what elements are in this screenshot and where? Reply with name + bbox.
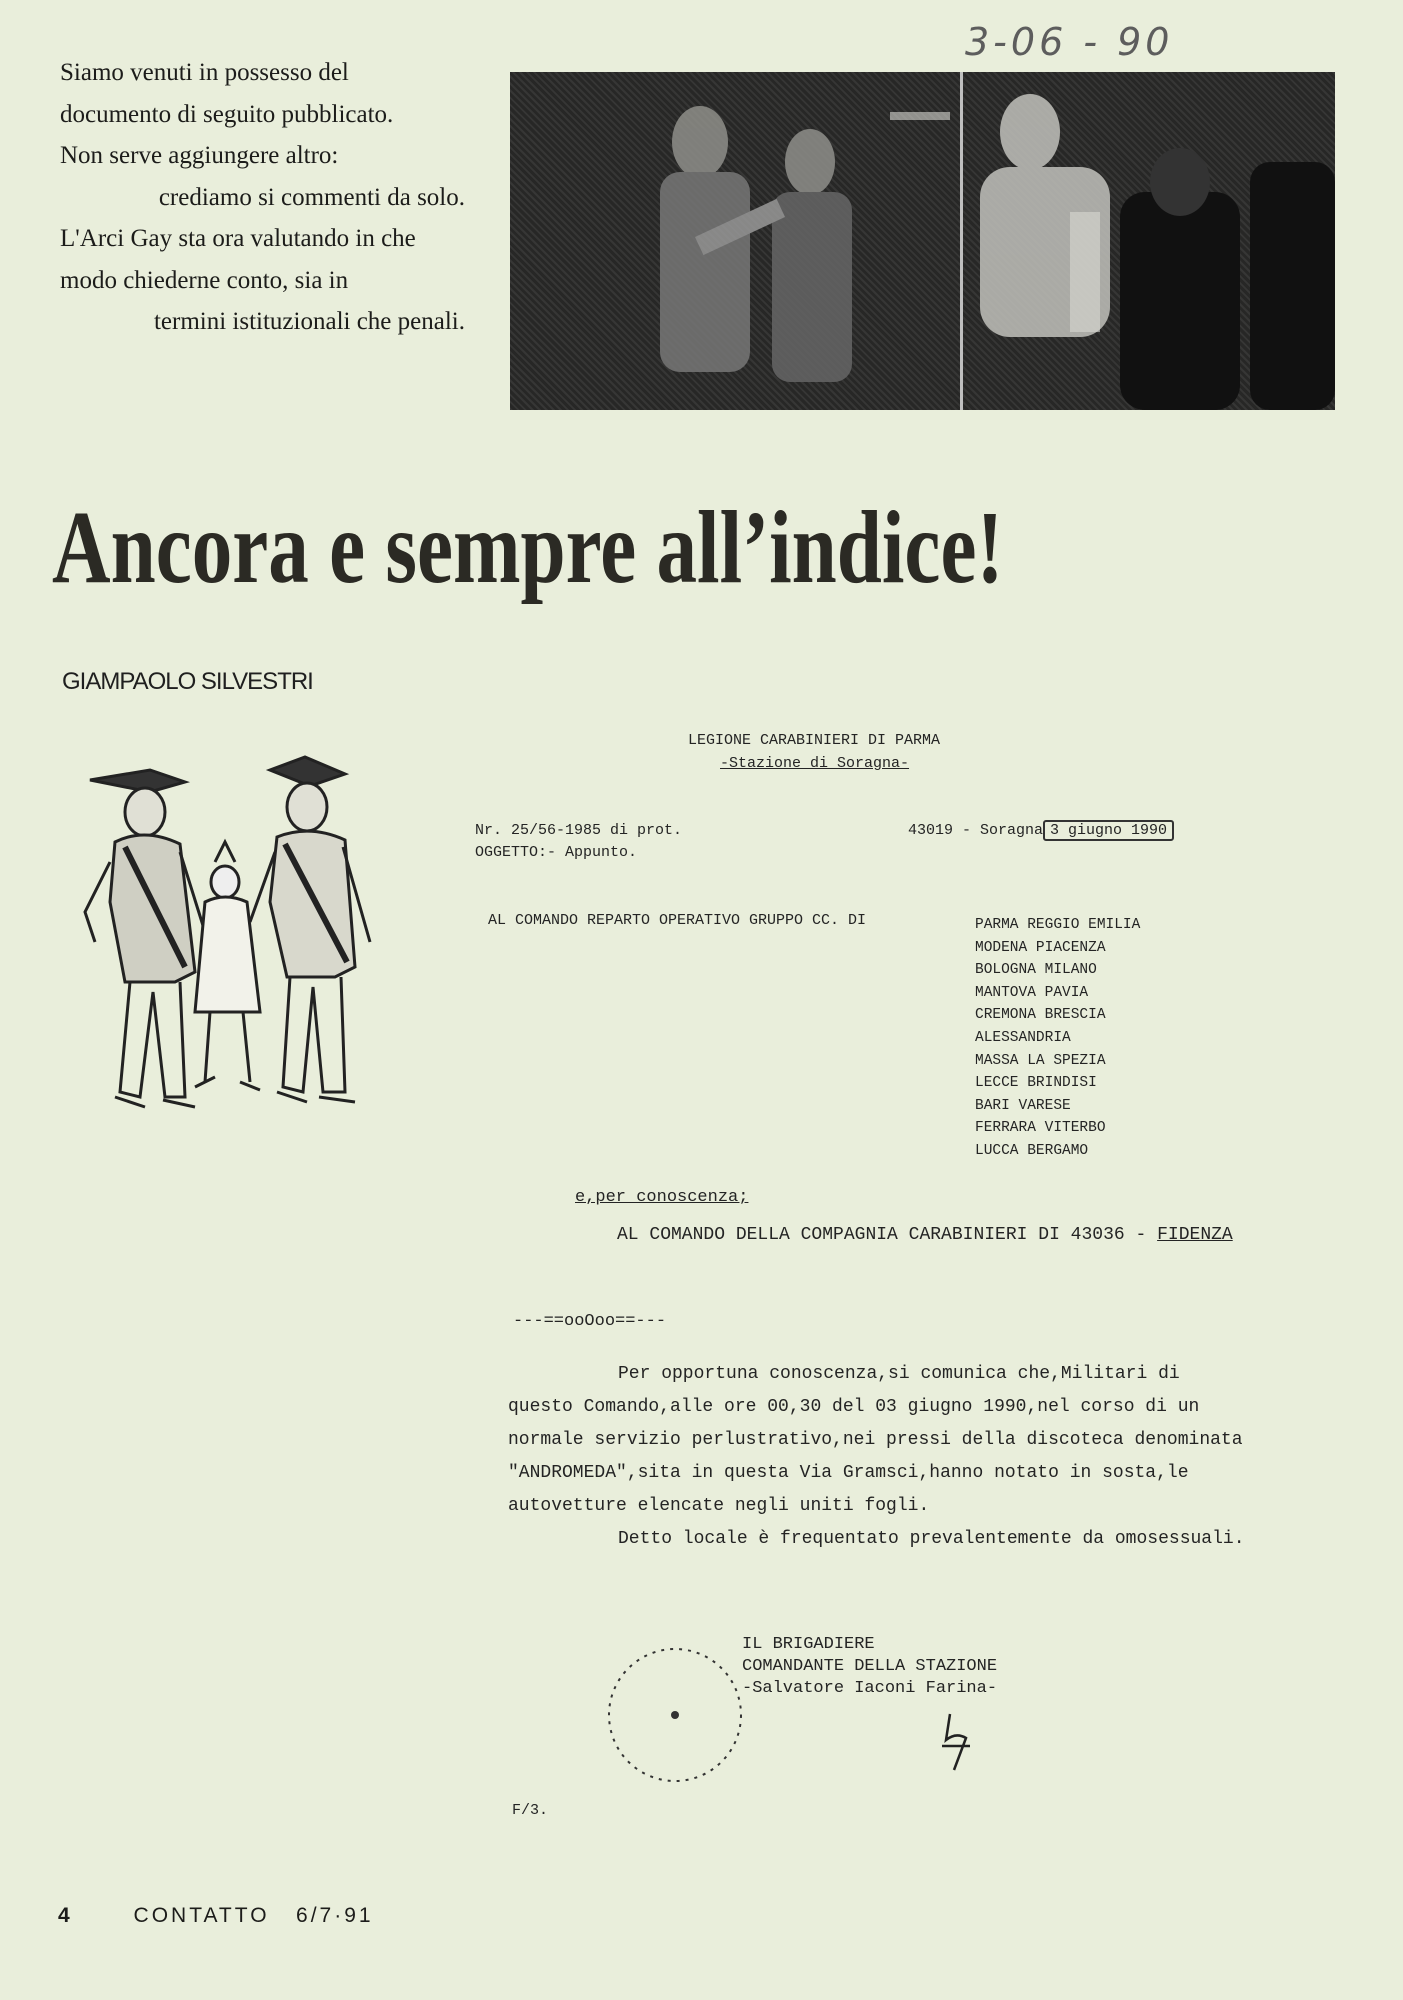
letter-body	[508, 1358, 1278, 1556]
body-line: Detto locale è frequentato prevalentemente da omosessuali.	[618, 1529, 1245, 1549]
list-item: CREMONA BRESCIA	[975, 1007, 1106, 1024]
intro-line: documento di seguito pubblicato.	[60, 100, 394, 128]
intro-line: L'Arci Gay sta ora valutando in che	[60, 225, 416, 252]
headline: Ancora e sempre all’indice!	[52, 490, 1004, 605]
list-item: BOLOGNA MILANO	[975, 962, 1097, 979]
letter-protocol: Nr. 25/56-1985 di prot.	[475, 822, 683, 839]
intro-line: modo chiederne conto, sia in	[60, 266, 349, 294]
official-stamp	[590, 1640, 760, 1790]
cc-recipient	[617, 1225, 1233, 1245]
signature-title: IL BRIGADIERE	[742, 1635, 875, 1654]
list-item: LECCE BRINDISI	[975, 1075, 1097, 1092]
letter-place-date	[908, 822, 1174, 839]
letter-place: 43019 - Soragna	[908, 822, 1044, 839]
intro-paragraph	[60, 52, 465, 343]
handwritten-date: 3-06 - 90	[965, 20, 1174, 64]
photo-divider	[960, 72, 963, 410]
handwritten-signature	[936, 1710, 976, 1774]
author-byline: GIAMPAOLO SILVESTRI	[62, 668, 313, 695]
publication-date: 6/7·91	[296, 1904, 374, 1927]
letter-addressee: AL COMANDO REPARTO OPERATIVO GRUPPO CC. DI	[488, 912, 867, 929]
list-item: MODENA PIACENZA	[975, 939, 1106, 956]
letter-legion: LEGIONE CARABINIERI DI PARMA	[688, 732, 941, 749]
letter-file-ref: F/3.	[512, 1802, 549, 1819]
letter-reference	[475, 820, 682, 864]
intro-line: termini istituzionali che penali.	[153, 308, 465, 335]
letter-date: 3 giugno 1990	[1043, 820, 1174, 841]
list-item: ALESSANDRIA	[975, 1029, 1071, 1046]
cc-recipient-text: AL COMANDO DELLA COMPAGNIA CARABINIERI DI 43036 -	[617, 1225, 1147, 1245]
letter-station: -Stazione di Soragna-	[720, 755, 910, 772]
body-line: Per opportuna conoscenza,si comunica che,Militari di	[618, 1364, 1180, 1384]
list-item: MANTOVA PAVIA	[975, 984, 1089, 1001]
list-item: BARI VARESE	[975, 1097, 1071, 1114]
cc-intro: e,per conoscenza;	[575, 1188, 749, 1207]
body-line: autovetture elencate negli uniti fogli.	[508, 1496, 930, 1516]
page-footer	[58, 1904, 374, 1928]
body-line: "ANDROMEDA",sita in questa Via Gramsci,hanno notato in sosta,le	[508, 1463, 1189, 1483]
list-item: LUCCA BERGAMO	[975, 1142, 1089, 1159]
publication-name: CONTATTO	[133, 1904, 270, 1927]
body-line: normale servizio perlustrativo,nei pressi della discoteca denominata	[508, 1430, 1243, 1450]
recipient-cities	[975, 914, 1140, 1163]
letter-separator: ---==ooOoo==---	[513, 1312, 667, 1331]
body-line: questo Comando,alle ore 00,30 del 03 giugno 1990,nel corso di un	[508, 1397, 1200, 1417]
news-photo	[510, 72, 1335, 410]
carabinieri-illustration	[55, 752, 395, 1144]
letter-subject: OGGETTO:- Appunto.	[475, 844, 638, 861]
intro-line: Siamo venuti in possesso del	[60, 59, 349, 86]
intro-line: crediamo si commenti da solo.	[158, 183, 465, 211]
signature-name: -Salvatore Iaconi Farina-	[742, 1679, 998, 1698]
signature-role: COMANDANTE DELLA STAZIONE	[742, 1657, 998, 1676]
signature-block	[742, 1634, 997, 1700]
page-number: 4	[58, 1904, 73, 1927]
list-item: PARMA REGGIO EMILIA	[975, 917, 1141, 933]
list-item: FERRARA VITERBO	[975, 1120, 1106, 1137]
photo-figures	[510, 72, 1335, 410]
list-item: MASSA LA SPEZIA	[975, 1052, 1106, 1069]
cc-city: FIDENZA	[1157, 1225, 1233, 1245]
intro-line: Non serve aggiungere altro:	[60, 142, 339, 169]
